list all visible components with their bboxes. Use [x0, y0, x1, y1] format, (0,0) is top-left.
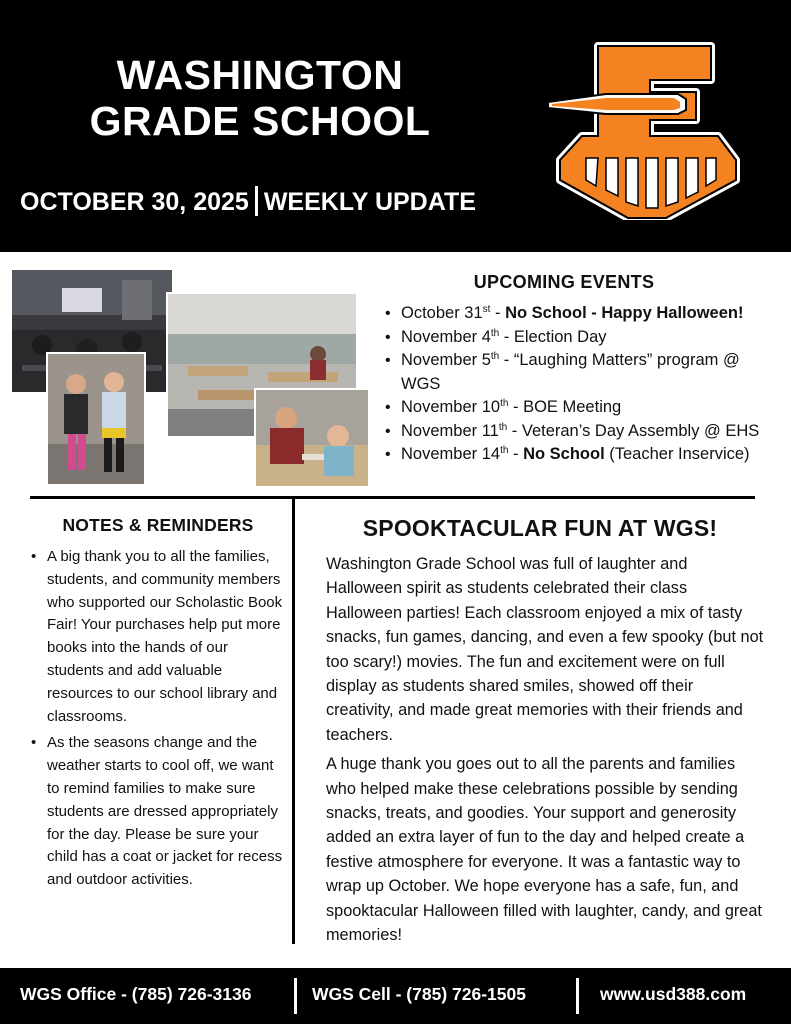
- issue-date: OCTOBER 30, 2025: [20, 188, 249, 216]
- event-item: [384, 302, 774, 326]
- header-banner: [0, 0, 791, 252]
- school-logo: [546, 40, 756, 220]
- event-date: November 14: [401, 445, 501, 463]
- note-item: • A big thank you to all the families, students, and community members who supported our Scholastic Book Fair! Your purchases help put more books into the hands of our students and add valuable resources to our school library and classrooms.: [30, 546, 284, 728]
- event-date-suffix: th: [500, 398, 509, 409]
- cell-phone: WGS Cell - (785) 726-1505: [312, 984, 526, 1004]
- article-body: [326, 552, 764, 953]
- school-name-line2: GRADE SCHOOL: [89, 98, 431, 144]
- events-heading: UPCOMING EVENTS: [473, 272, 655, 292]
- section-divider-horizontal: [30, 496, 755, 499]
- event-item: [384, 443, 774, 467]
- event-description: Veteran’s Day Assembly @ EHS: [521, 421, 760, 440]
- event-item: [384, 396, 774, 420]
- event-date-suffix: th: [500, 445, 509, 456]
- note-item: • As the seasons change and the weather starts to cool off, we want to remind families to make sure students are dressed appropriately for the day. Please be sure your child has a coat or jacket for recess and outdoor activities.: [30, 732, 284, 892]
- event-separator: -: [508, 398, 524, 416]
- article-paragraph: Washington Grade School was full of laughter and Halloween spirit as students celebrated their class Halloween parties! Each classroom enjoyed a mix of tasty snacks, fun games, dancing, and even a few spooky (but not too scary!) movies. The fun and excitement were on full display as students shared smiles, showed off their creativity, and made great memories with their friends and teachers.: [326, 555, 764, 744]
- event-highlight: No School - Happy Halloween!: [505, 304, 744, 322]
- event-date: November 10: [401, 398, 501, 416]
- website-link[interactable]: www.usd388.com: [600, 984, 747, 1004]
- event-description: “Laughing Matters” program @ WGS: [401, 351, 740, 393]
- events-list: [384, 302, 774, 467]
- event-date: November 11: [401, 421, 499, 440]
- footer-divider: [294, 978, 297, 1014]
- photo-students-costumes: [46, 352, 146, 486]
- event-date: November 4: [401, 327, 491, 346]
- notes-list: [30, 546, 284, 896]
- article-paragraph: A huge thank you goes out to all the parents and families who helped make these celebrations possible by sending snacks, treats, and goodies. Your support and generosity added an extra layer of fun to the day and helped create a festive atmosphere for everyone. It was a fantastic way to wrap up October. We hope everyone has a safe, fun, and spooktacular Halloween filled with laughter, candy, and great memories!: [326, 755, 762, 945]
- event-date-suffix: th: [490, 351, 500, 362]
- event-item: [384, 326, 774, 350]
- update-label: WEEKLY UPDATE: [263, 188, 476, 216]
- event-date: October 31: [401, 304, 483, 322]
- footer-bar: [0, 968, 791, 1024]
- event-description: BOE Meeting: [523, 398, 622, 416]
- divider: [255, 186, 258, 216]
- event-item: [384, 349, 774, 396]
- event-date: November 5: [401, 351, 491, 369]
- photo-students-crafts: [254, 388, 370, 488]
- event-highlight: No School: [523, 445, 605, 463]
- event-date-suffix: th: [490, 327, 500, 339]
- notes-heading: NOTES & REMINDERS: [62, 515, 254, 535]
- event-item: [384, 420, 774, 444]
- office-phone: WGS Office - (785) 726-3136: [20, 984, 252, 1004]
- event-separator: -: [507, 421, 522, 440]
- event-separator: -: [499, 327, 514, 346]
- article-heading: SPOOKTACULAR FUN AT WGS!: [362, 515, 718, 541]
- footer-divider: [576, 978, 579, 1014]
- event-separator: -: [508, 445, 524, 463]
- school-name-line1: WASHINGTON: [116, 52, 404, 98]
- event-description: (Teacher Inservice): [604, 445, 750, 463]
- section-divider-vertical: [292, 499, 295, 944]
- school-name: [60, 52, 460, 144]
- issue-date-line: [20, 186, 476, 217]
- event-date-suffix: th: [498, 421, 508, 433]
- event-separator: -: [490, 304, 506, 322]
- event-description: Election Day: [513, 327, 607, 346]
- event-date-suffix: st: [482, 304, 491, 315]
- event-separator: -: [499, 351, 514, 369]
